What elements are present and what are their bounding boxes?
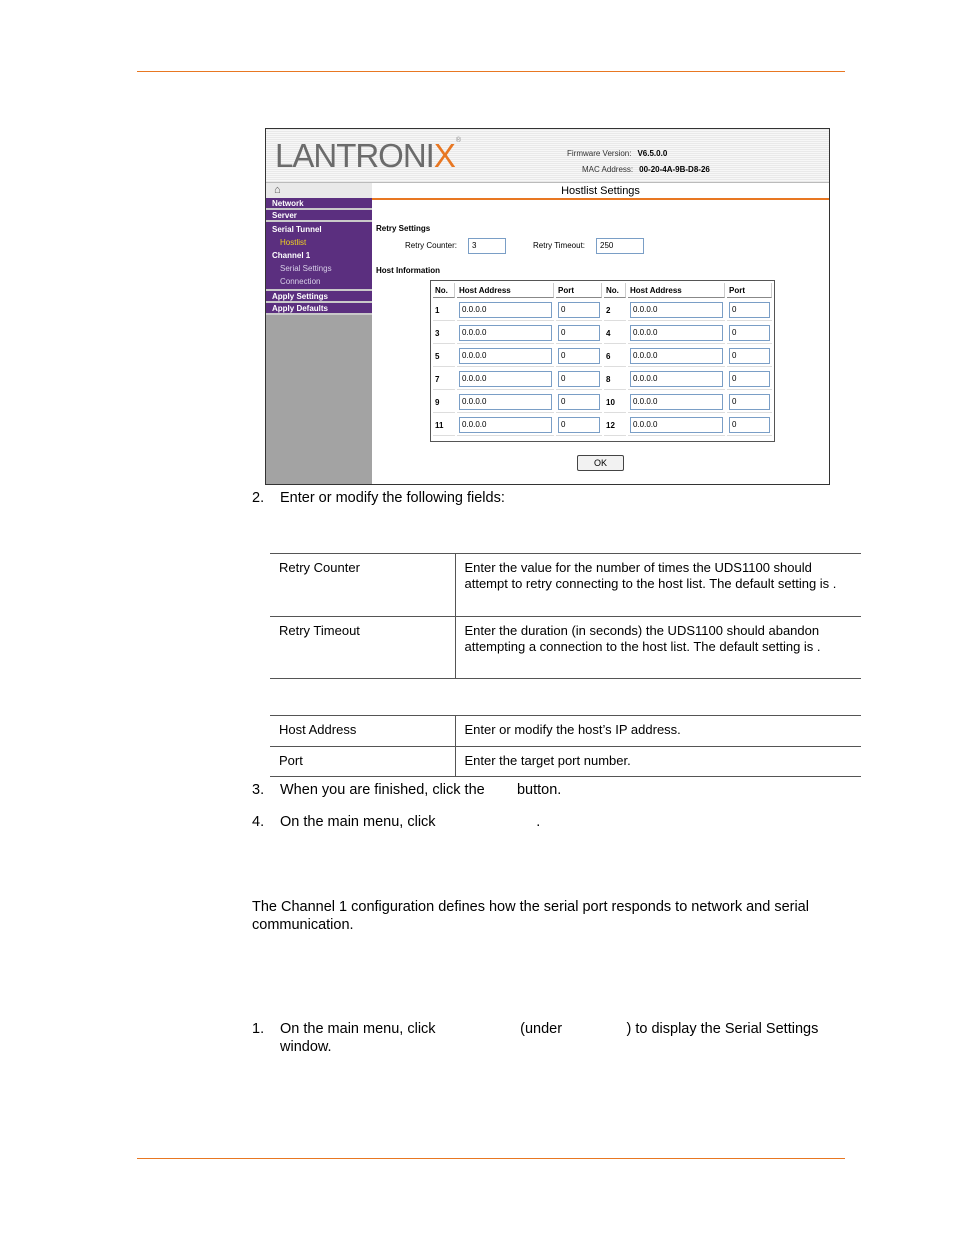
host-number: 12 [604,415,626,436]
sidebar-item-channel1[interactable]: Channel 1 [272,251,311,260]
host-information-heading: Host Information [376,266,440,275]
host-number: 3 [433,323,455,344]
host-number: 1 [433,300,455,321]
sidebar-group-serial-tunnel [266,222,372,291]
host-number: 9 [433,392,455,413]
channel-paragraph: The Channel 1 configuration defines how the serial port responds to network and serial communication. [252,899,809,933]
table-row [433,415,772,436]
host-address-input[interactable]: 0.0.0.0 [459,325,552,341]
home-icon: ⌂ [274,184,281,196]
table-row [433,346,772,367]
retry-settings-heading: Retry Settings [376,224,431,233]
host-number: 11 [433,415,455,436]
firmware-version: Firmware Version: V6.5.0.0 [567,149,668,158]
step-number: 3. [252,782,265,798]
sidebar-item-serial-settings[interactable]: Serial Settings [280,264,332,273]
table-row [270,554,861,617]
port-input[interactable]: 0 [729,394,770,410]
step-number: 4. [252,814,265,830]
footer-rule [137,1158,845,1159]
col-host-address: Host Address [457,283,554,298]
host-address-input[interactable]: 0.0.0.0 [459,417,552,433]
table-row [433,369,772,390]
host-number: 2 [604,300,626,321]
table-row [433,300,772,321]
host-address-input[interactable]: 0.0.0.0 [459,394,552,410]
field-name: Retry Timeout [270,617,455,679]
host-number: 10 [604,392,626,413]
field-description: Enter the target port number. [455,747,861,777]
lantronix-logo: LANTRONIX® [275,137,461,174]
col-no: No. [433,283,455,298]
col-no: No. [604,283,626,298]
field-name: Port [270,747,455,777]
banner [266,129,829,183]
step-text: When you are finished, click the button. [280,782,562,798]
sidebar-item-apply-defaults[interactable]: Apply Defaults [266,303,372,315]
port-input[interactable]: 0 [558,302,600,318]
host-address-input[interactable]: 0.0.0.0 [630,417,723,433]
host-table [430,280,775,442]
step-text: On the main menu, click . [280,814,541,830]
page-title: Hostlist Settings [372,183,829,200]
table-row [270,747,861,777]
sidebar-item-apply-settings[interactable]: Apply Settings [266,291,372,303]
sidebar-item-connection[interactable]: Connection [280,277,321,286]
host-address-input[interactable]: 0.0.0.0 [630,325,723,341]
port-input[interactable]: 0 [729,417,770,433]
port-input[interactable]: 0 [558,371,600,387]
field-name: Retry Counter [270,554,455,617]
port-input[interactable]: 0 [558,325,600,341]
step-number: 2. [252,490,265,506]
host-address-input[interactable]: 0.0.0.0 [459,371,552,387]
header-rule [137,71,845,72]
host-fields-table [270,715,861,777]
host-table-header [433,283,772,298]
field-description: Enter or modify the host’s IP address. [455,716,861,747]
step-number: 1. [252,1021,265,1037]
host-number: 7 [433,369,455,390]
step-text: Enter or modify the following fields: [280,490,505,506]
retry-timeout-label: Retry Timeout: [533,241,586,250]
retry-counter-input[interactable]: 3 [468,238,506,254]
port-input[interactable]: 0 [729,348,770,364]
field-name: Host Address [270,716,455,747]
retry-timeout-input[interactable]: 250 [596,238,644,254]
retry-counter-label: Retry Counter: [405,241,458,250]
host-address-input[interactable]: 0.0.0.0 [630,394,723,410]
home-button[interactable] [266,183,372,198]
sidebar [266,183,372,485]
field-description: Enter the duration (in seconds) the UDS1100 should abandon attempting a connection to the host list. The default setting is . [455,617,861,679]
port-input[interactable]: 0 [558,417,600,433]
col-port: Port [727,283,772,298]
host-number: 6 [604,346,626,367]
ok-button[interactable]: OK [577,455,624,471]
port-input[interactable]: 0 [729,302,770,318]
hostlist-settings-screenshot [265,128,830,485]
field-description: Enter the value for the number of times the UDS1100 should attempt to retry connecting to the host list. The default setting is . [455,554,861,617]
sidebar-item-network[interactable]: Network [266,198,372,210]
host-number: 5 [433,346,455,367]
host-number: 4 [604,323,626,344]
host-address-input[interactable]: 0.0.0.0 [459,302,552,318]
step-text: On the main menu, click (under ) to display the Serial Settings window. [280,1021,823,1055]
port-input[interactable]: 0 [729,371,770,387]
mac-address: MAC Address: 00-20-4A-9B-D8-26 [582,165,710,174]
host-address-input[interactable]: 0.0.0.0 [630,348,723,364]
col-host-address: Host Address [628,283,725,298]
table-row [433,323,772,344]
sidebar-item-hostlist[interactable]: Hostlist [280,238,307,247]
content-panel [372,183,829,485]
port-input[interactable]: 0 [558,394,600,410]
table-row [270,617,861,679]
sidebar-item-server[interactable]: Server [266,210,372,222]
port-input[interactable]: 0 [729,325,770,341]
sidebar-item-serial-tunnel[interactable]: Serial Tunnel [272,225,322,234]
host-address-input[interactable]: 0.0.0.0 [630,302,723,318]
port-input[interactable]: 0 [558,348,600,364]
retry-fields-table [270,553,861,679]
host-address-input[interactable]: 0.0.0.0 [459,348,552,364]
host-number: 8 [604,369,626,390]
host-address-input[interactable]: 0.0.0.0 [630,371,723,387]
table-row [433,392,772,413]
col-port: Port [556,283,602,298]
table-row [270,716,861,747]
